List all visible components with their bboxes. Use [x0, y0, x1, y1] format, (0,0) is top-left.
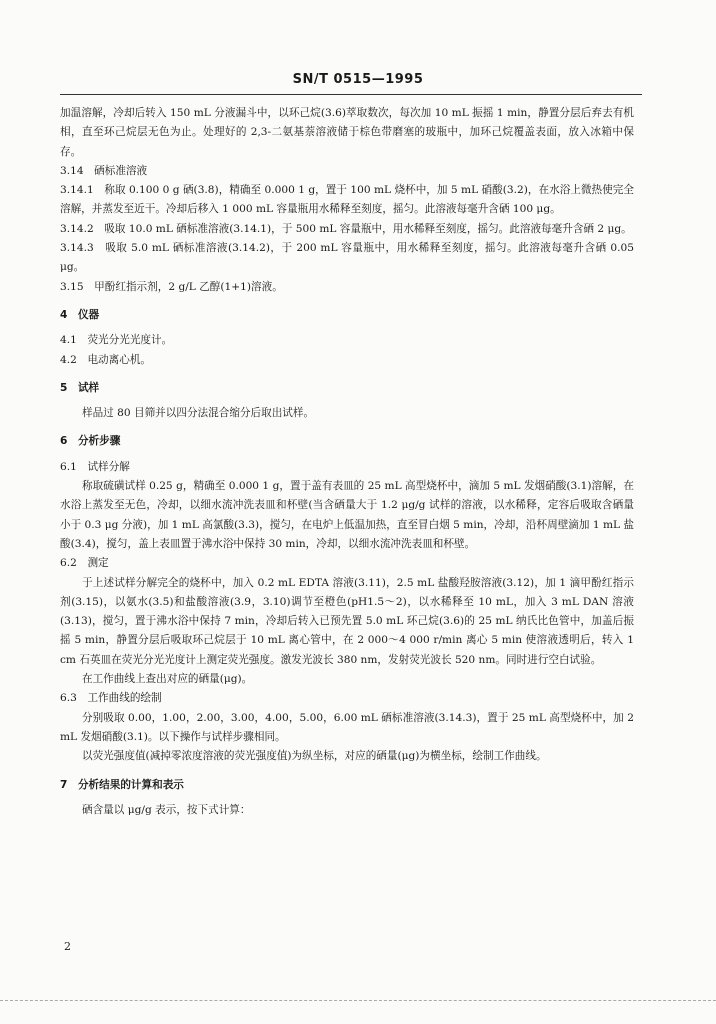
- page-number: 2: [64, 940, 71, 953]
- paragraph: 硒含量以 μg/g 表示，按下式计算：: [82, 803, 251, 816]
- subsection-heading: 3.14 硒标准溶液: [60, 164, 148, 177]
- subsection-heading: 6.3 工作曲线的绘制: [60, 692, 162, 705]
- section-heading: 7 分析结果的计算和表示: [60, 778, 184, 791]
- header-divider: [60, 94, 642, 95]
- paragraph: 加温溶解，冷却后转入 150 mL 分液漏斗中，以环己烷(3.6)萃取数次，每次加 10 mL 振摇 1 min，静置分层后弃去有机相，直至环己烷层无色为止。处理好的 2,3-二氨基萘溶液储于棕色带磨塞的玻瓶中，加环己烷覆盖表面，放入冰箱中保存。: [60, 107, 634, 158]
- section-heading: 4 仪器: [60, 308, 100, 321]
- paragraph: 称取硫磺试样 0.25 g，精确至 0.000 1 g，置于盖有表皿的 25 mL 高型烧杯中，滴加 5 mL 发烟硝酸(3.1)溶解，在水浴上蒸发至无色，冷却，以细水流冲洗表皿和杯壁(当含硒量大于 1.2 μg/g 试样的溶液，以水稀释，定容后吸取含硒量小于 0.3 μg 分液)，加 1 mL 高氯酸(3.3)，搅匀，在电炉上低温加热，直至冒白烟 5 min，冷却，沿杯周壁滴加 1 mL 盐酸(3.4)，搅匀，盖上表皿置于沸水浴中保持 30 min，冷却，以细水流冲洗表皿和杯壁。: [60, 480, 634, 550]
- standard-code-header: SN/T 0515—1995: [292, 72, 424, 87]
- paragraph: 4.1 荧光分光光度计。: [60, 334, 173, 347]
- document-body: [60, 104, 634, 820]
- paragraph: 3.15 甲酚红指示剂，2 g/L 乙醇(1+1)溶液。: [60, 280, 283, 293]
- scan-edge-line: [0, 1000, 716, 1001]
- paragraph: 分别吸取 0.00，1.00，2.00，3.00，4.00，5.00，6.00 mL 硒标准溶液(3.14.3)，置于 25 mL 高型烧杯中，加 2 mL 发烟硝酸(3.1)。以下操作与试样步骤相同。: [60, 711, 634, 743]
- paragraph: 3.14.1 称取 0.100 0 g 硒(3.8)，精确至 0.000 1 g，置于 100 mL 烧杯中，加 5 mL 硝酸(3.2)，在水浴上微热使完全溶解，并蒸发至近干。冷却后移入 1 000 mL 容量瓶用水稀释至刻度，摇匀。此溶液每毫升含硒 100 μg。: [60, 184, 634, 216]
- section-heading: 6 分析步骤: [60, 435, 121, 448]
- subsection-heading: 6.1 试样分解: [60, 460, 130, 473]
- paragraph: 在工作曲线上查出对应的硒量(μg)。: [82, 673, 253, 686]
- subsection-heading: 6.2 测定: [60, 557, 109, 570]
- paragraph: 4.2 电动离心机。: [60, 353, 152, 366]
- paragraph: 样品过 80 目筛并以四分法混合缩分后取出试样。: [82, 407, 315, 420]
- paragraph: 以荧光强度值(减掉零浓度溶液的荧光强度值)为纵坐标，对应的硒量(μg)为横坐标，绘制工作曲线。: [82, 750, 547, 763]
- paragraph: 3.14.2 吸取 10.0 mL 硒标准溶液(3.14.1)，于 500 mL 容量瓶中，用水稀释至刻度，摇匀。此溶液每毫升含硒 2 μg。: [60, 222, 632, 235]
- paragraph: 于上述试样分解完全的烧杯中，加入 0.2 mL EDTA 溶液(3.11)，2.5 mL 盐酸羟胺溶液(3.12)，加 1 滴甲酚红指示剂(3.15)，以氨水(3.5)和盐酸溶液(3.9，3.10)调节至橙色(pH1.5～2)，以水稀释至 10 mL，加入 3 mL DAN 溶液(3.13)，搅匀，置于沸水浴中保持 7 min，冷却后转入已预先置 5.0 mL 环己烷(3.6)的 25 mL 纳氏比色管中，加盖后振摇 5 min，静置分层后吸取环己烷层于 10 mL 离心管中，在 2 000～4 000 r/min 离心 5 min 使溶液透明后，转入 1 cm 石英皿在荧光分光光度计上测定荧光强度。激发光波长 380 nm，发射荧光波长 520 nm。同时进行空白试验。: [60, 576, 634, 666]
- section-heading: 5 试样: [60, 381, 100, 394]
- paragraph: 3.14.3 吸取 5.0 mL 硒标准溶液(3.14.2)，于 200 mL 容量瓶中，用水稀释至刻度，摇匀。此溶液每毫升含硒 0.05 μg。: [60, 242, 634, 274]
